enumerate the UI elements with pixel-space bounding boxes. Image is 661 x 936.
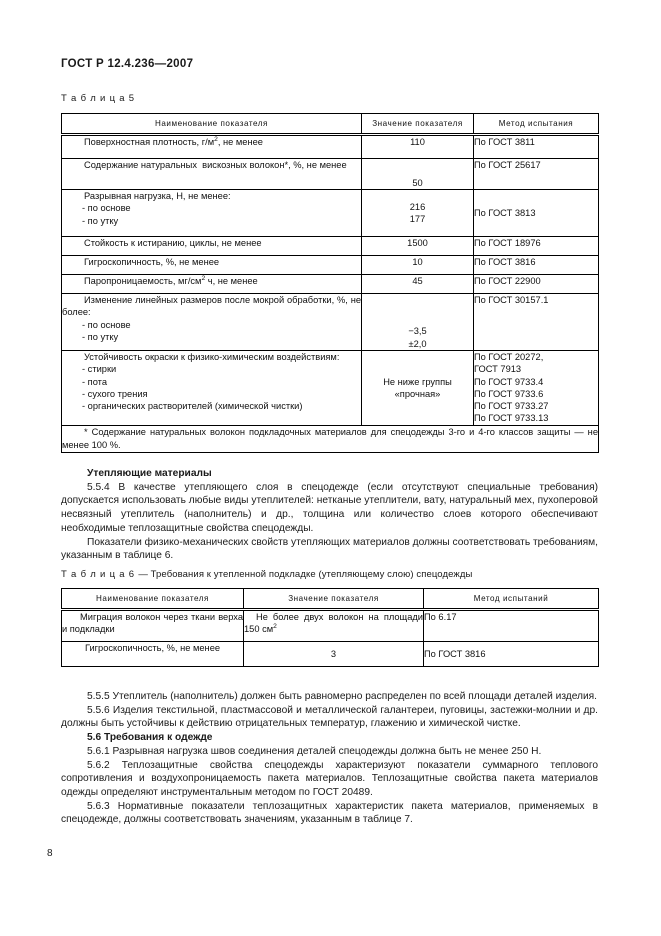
table-6-caption-number: 6 xyxy=(128,569,135,580)
table-5-caption-number: 5 xyxy=(128,93,135,104)
paragraph-5-6-3: 5.6.3 Нормативные показатели теплозащитных характеристик пакета материалов, применяемых в спецодежде, должны соответствовать значениям, указанным в таблице 7. xyxy=(61,800,598,826)
table-5-footnote-row xyxy=(62,425,599,452)
row-name-title: Разрывная нагрузка, Н, не менее: xyxy=(84,191,231,201)
row-method-line: По ГОСТ 9733.27 xyxy=(474,401,549,412)
paragraph-5-6-1: 5.6.1 Разрывная нагрузка швов соединения деталей спецодежды должна быть не менее 250 Н. xyxy=(87,745,542,757)
row-value xyxy=(362,351,474,426)
row-name: Гигроскопичность, %, не менее xyxy=(62,642,244,667)
row-value-line: ±2,0 xyxy=(408,338,427,349)
table-5-caption xyxy=(61,93,135,104)
row-method: По ГОСТ 18976 xyxy=(474,237,599,256)
table-5-footnote: * Содержание натуральных волокон подкладочных материалов для спецодежды 3-го и 4-го классов защиты — не менее 100 %. xyxy=(62,425,599,452)
table-5-col-method: Метод испытания xyxy=(474,114,599,135)
row-subitems xyxy=(62,202,361,227)
row-value: 45 xyxy=(362,275,474,294)
table-6-caption-label: Т а б л и ц а xyxy=(61,569,126,580)
row-method: По ГОСТ 22900 xyxy=(474,275,599,294)
row-subitem: - по основе xyxy=(82,319,131,330)
row-name: Стойкость к истиранию, циклы, не менее xyxy=(62,237,362,256)
table-6-caption-title: — Требования к утепленной подкладке (утепляющему слою) спецодежды xyxy=(138,569,473,580)
paragraph-5-5-4: 5.5.4 В качестве утепляющего слоя в спецодежде (если отсутствуют специальные требования) допускается использовать любые виды утеплителей: нетканые утеплители, вату, натуральный мех, пухоперовой несвязный утеплитель (наполнитель) и др., толщина или количество слоев которого обеспечивают необходимые теплозащитные свойства спецодежды. xyxy=(61,481,598,534)
paragraph-table6-reference: Показатели физико-механических свойств утепляющих материалов должны соответствовать требованиям, указанным в таблице 6. xyxy=(61,536,598,562)
table-row xyxy=(62,190,599,237)
table-row xyxy=(62,351,599,426)
table-row xyxy=(62,237,599,256)
row-name-title: Устойчивость окраски к физико-химическим воздействиям: xyxy=(84,352,340,362)
row-method xyxy=(474,351,599,426)
row-method: По ГОСТ 3816 xyxy=(424,642,599,667)
table-row xyxy=(62,135,599,159)
row-value: 3 xyxy=(244,642,424,667)
table-5-col-name: Наименование показателя xyxy=(62,114,362,135)
section-heading: Утепляющие материалы xyxy=(87,468,212,479)
section-heading-5-6: 5.6 Требования к одежде xyxy=(87,732,213,744)
row-value-line: −3,5 xyxy=(408,326,427,337)
row-method: По ГОСТ 3816 xyxy=(474,256,599,275)
table-row xyxy=(62,294,599,351)
row-method: По ГОСТ 25617 xyxy=(474,159,599,190)
row-method-line: По ГОСТ 20272, xyxy=(474,352,544,362)
row-value: 110 xyxy=(362,135,474,159)
row-method-line: ГОСТ 7913 xyxy=(474,364,522,375)
row-name: Гигроскопичность, %, не менее xyxy=(62,256,362,275)
row-subitem: - по основе xyxy=(82,203,131,214)
row-name: Поверхностная плотность, $г/м^2$, не менее xyxy=(62,135,362,159)
row-value-line: 177 xyxy=(409,214,426,224)
row-name: Паропроницаемость, $мг/см^2$ ч, не менее xyxy=(62,275,362,294)
row-method: По ГОСТ 30157.1 xyxy=(474,294,599,351)
row-value: 1500 xyxy=(362,237,474,256)
table-6-col-method: Метод испытаний xyxy=(424,589,599,610)
row-name-title: Изменение линейных размеров после мокрой обработки, %, не более: xyxy=(62,295,361,318)
row-subitems xyxy=(62,319,361,344)
table-6-col-value: Значение показателя xyxy=(244,589,424,610)
section-insulating-materials xyxy=(61,467,598,563)
row-method-line: По ГОСТ 9733.13 xyxy=(474,413,549,424)
row-method: По 6.17 xyxy=(424,610,599,642)
row-subitem: - органических растворителей (химической чистки) xyxy=(82,401,303,412)
table-5-caption-label: Т а б л и ц а xyxy=(61,93,126,104)
paragraph-5-5-6: 5.5.6 Изделия текстильной, пластмассовой и металлической галантереи, пуговицы, застежки-молнии и др. должны быть устойчивы к действию отрицательных температур, глажению и химической чистке. xyxy=(61,704,598,730)
row-value-line: «прочная» xyxy=(394,388,441,399)
table-6-header-row xyxy=(62,589,599,610)
row-value xyxy=(362,190,474,237)
row-subitem: - стирки xyxy=(82,364,117,375)
paragraph-5-6-2: 5.6.2 Теплозащитные свойства спецодежды характеризуют показатели суммарного теплового сопротивления и воздухопроницаемость пакета материалов. Теплозащитные свойства пакета материалов одежды определяют инструментальным методом по ГОСТ 20489. xyxy=(61,759,598,799)
row-subitem: - пота xyxy=(82,376,108,387)
row-value-line: 216 xyxy=(409,201,426,212)
row-value: 50 xyxy=(362,159,474,190)
row-value xyxy=(362,294,474,351)
table-row xyxy=(62,642,599,667)
row-name xyxy=(62,190,362,237)
row-method: По ГОСТ 3813 xyxy=(474,190,599,237)
row-method: По ГОСТ 3811 xyxy=(474,135,599,159)
row-subitem: - сухого трения xyxy=(82,388,148,399)
row-name xyxy=(62,351,362,426)
table-row xyxy=(62,275,599,294)
row-value: 10 xyxy=(362,256,474,275)
table-row xyxy=(62,159,599,190)
table-6-col-name: Наименование показателя xyxy=(62,589,244,610)
row-subitems xyxy=(62,363,361,412)
table-row xyxy=(62,256,599,275)
row-value: Не более двух волокон на площади 150 $см^2$ xyxy=(244,610,424,642)
standard-header: ГОСТ Р 12.4.236—2007 xyxy=(61,58,194,70)
page-number: 8 xyxy=(47,848,53,859)
row-subitem: - по утку xyxy=(82,215,119,226)
row-method-line: По ГОСТ 9733.6 xyxy=(474,388,544,399)
table-5-header-row xyxy=(62,114,599,135)
table-5-col-value: Значение показателя xyxy=(362,114,474,135)
row-name xyxy=(62,294,362,351)
table-6-caption xyxy=(61,569,472,580)
row-name: Содержание натуральных вискозных волокон*, %, не менее xyxy=(62,159,362,190)
row-name: Миграция волокон через ткани верха и подкладки xyxy=(62,610,244,642)
table-5 xyxy=(61,113,599,453)
row-subitem: - по утку xyxy=(82,331,119,342)
row-method-line: По ГОСТ 9733.4 xyxy=(474,376,544,387)
row-value-line: Не ниже группы xyxy=(383,376,452,387)
table-row xyxy=(62,610,599,642)
table-6 xyxy=(61,588,599,667)
section-clothing-requirements xyxy=(61,690,598,827)
paragraph-5-5-5: 5.5.5 Утеплитель (наполнитель) должен быть равномерно распределен по всей площади деталей изделия. xyxy=(87,691,598,702)
